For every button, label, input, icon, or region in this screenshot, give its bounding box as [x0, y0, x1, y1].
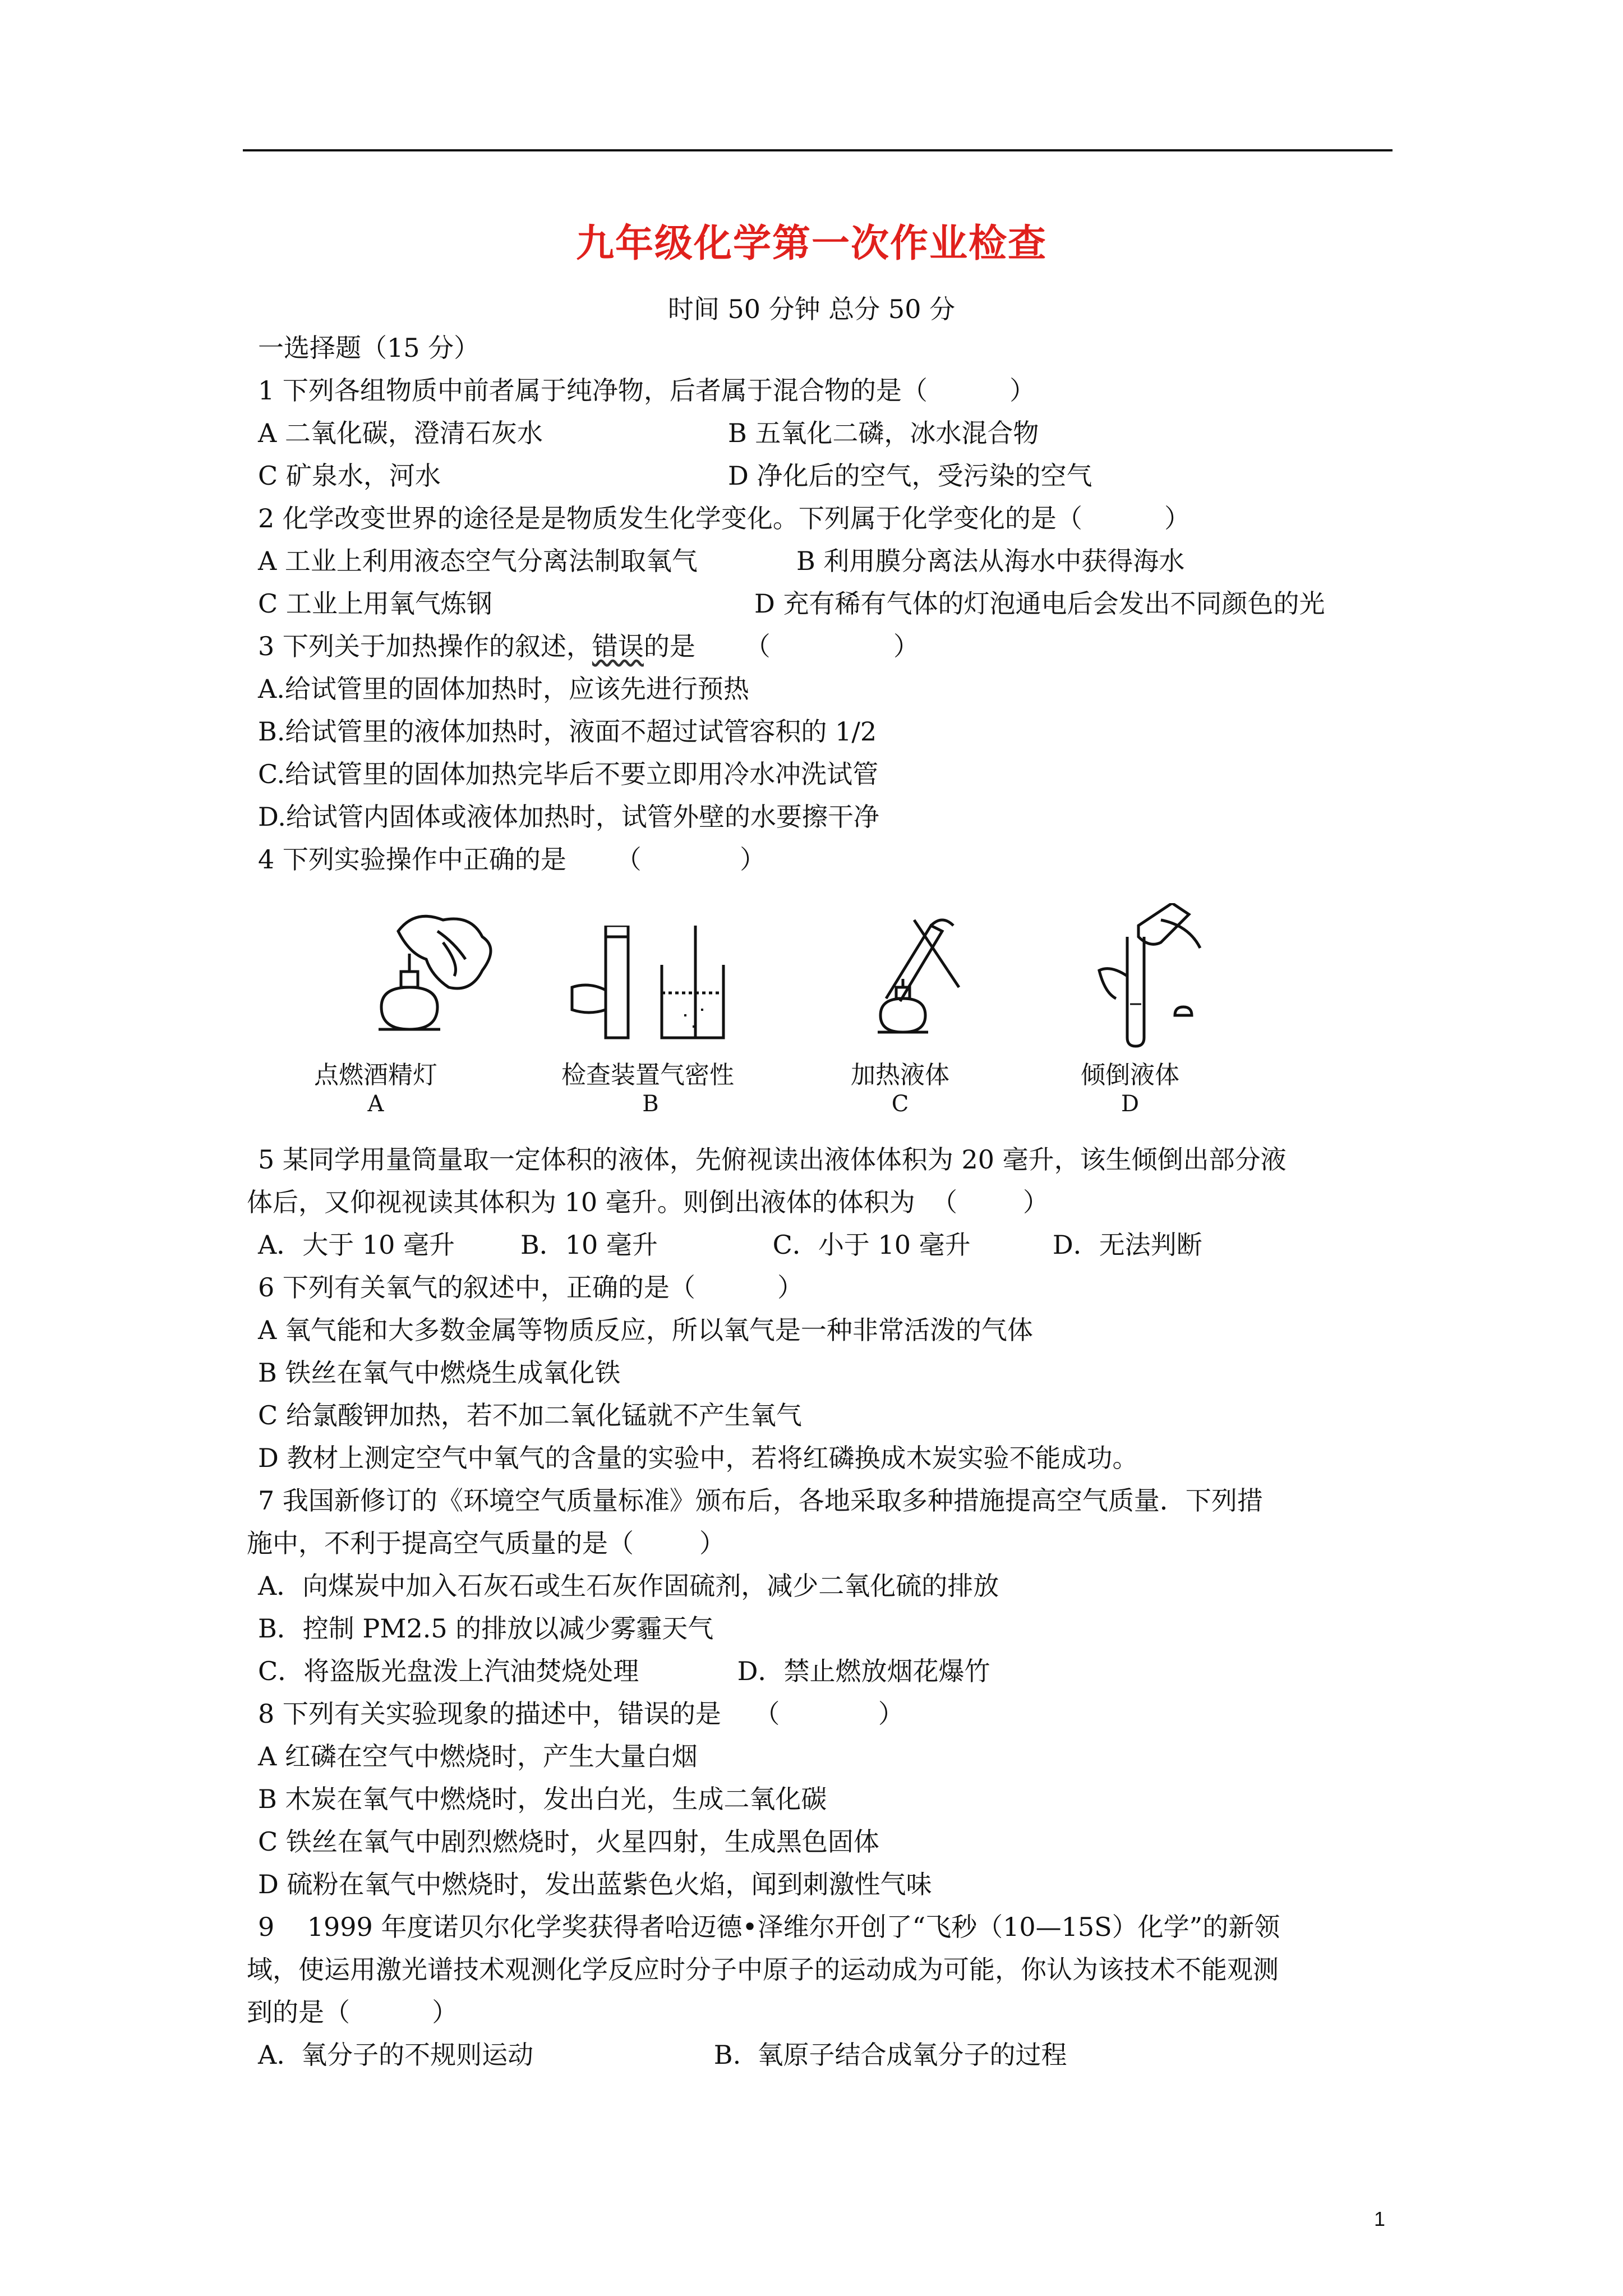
q9-stem-line2: 域，使运用激光谱技术观测化学反应时分子中原子的运动成为可能，你认为该技术不能观测 — [247, 1954, 1279, 1985]
exam-info: 时间 50 分钟 总分 50 分 — [667, 294, 956, 324]
q6-option-d: D 教材上测定空气中氧气的含量的实验中，若将红磷换成木炭实验不能成功。 — [258, 1443, 1138, 1473]
q3-option-d: D.给试管内固体或液体加热时，试管外壁的水要擦干净 — [258, 802, 879, 832]
q7-stem-line2: 施中，不利于提高空气质量的是（ ） — [247, 1528, 725, 1558]
q9-stem-line3: 到的是（ ） — [247, 1997, 458, 2027]
page-title: 九年级化学第一次作业检查 — [575, 221, 1047, 266]
q8-option-a: A 红磷在空气中燃烧时，产生大量白烟 — [258, 1741, 698, 1772]
q2-option-c: C 工业上用氧气炼钢 — [258, 588, 492, 619]
figure-b-label: B — [642, 1091, 659, 1117]
q7-stem-line1: 7 我国新修订的《环境空气质量标准》颁布后，各地采取多种措施提高空气质量．下列措 — [258, 1485, 1263, 1516]
q3-stem: 3 下列关于加热操作的叙述，错误的是 （ ） — [258, 631, 919, 661]
figure-d-pouring-liquid — [1077, 903, 1211, 1049]
figure-a-lighting-lamp — [370, 909, 505, 1049]
q2-option-b: B 利用膜分离法从海水中获得海水 — [796, 546, 1185, 576]
q1-option-b: B 五氧化二磷，冰水混合物 — [728, 418, 1039, 448]
q8-option-c: C 铁丝在氧气中剧烈燃烧时，火星四射，生成黑色固体 — [258, 1826, 879, 1857]
q3-option-b: B.给试管里的液体加热时，液面不超过试管容积的 1/2 — [258, 716, 877, 747]
figure-a-label: A — [367, 1091, 384, 1117]
figure-a-caption: 点燃酒精灯 — [314, 1061, 437, 1089]
figure-c-heating-liquid — [847, 909, 993, 1049]
q9-options-ab: A. 氧分子的不规则运动 B. 氧原子结合成氧分子的过程 — [258, 2040, 1067, 2070]
q5-stem-line2: 体后，又仰视视读其体积为 10 毫升。则倒出液体的体积为 （ ） — [247, 1187, 1049, 1217]
q7-option-a: A．向煤炭中加入石灰石或生石灰作固硫剂，减少二氧化硫的排放 — [258, 1571, 999, 1601]
q1-option-d: D 净化后的空气，受污染的空气 — [728, 461, 1092, 491]
q6-option-b: B 铁丝在氧气中燃烧生成氧化铁 — [258, 1358, 621, 1388]
q2-stem: 2 化学改变世界的途径是是物质发生化学变化。下列属于化学变化的是（ ） — [258, 503, 1191, 533]
figure-b-airtightness-check — [566, 926, 735, 1049]
emphasis-mark: 错误 — [592, 631, 644, 661]
header-rule — [243, 149, 1393, 151]
q2-option-a: A 工业上利用液态空气分离法制取氧气 — [258, 546, 698, 576]
q7-options-cd: C．将盗版光盘泼上汽油焚烧处理 D．禁止燃放烟花爆竹 — [258, 1656, 990, 1686]
figure-c-caption: 加热液体 — [851, 1061, 949, 1089]
q4-stem: 4 下列实验操作中正确的是 （ ） — [258, 844, 766, 875]
q1-stem: 1 下列各组物质中前者属于纯净物，后者属于混合物的是（ ） — [258, 375, 1036, 406]
q8-stem: 8 下列有关实验现象的描述中，错误的是 （ ） — [258, 1699, 904, 1729]
q8-option-b: B 木炭在氧气中燃烧时，发出白光，生成二氧化碳 — [258, 1784, 827, 1814]
q5-stem-line1: 5 某同学用量筒量取一定体积的液体，先俯视读出液体体积为 20 毫升，该生倾倒出部分液 — [258, 1144, 1287, 1175]
q9-stem-line1: 9 1999 年度诺贝尔化学奖获得者哈迈德•泽维尔开创了“飞秒（10—15S）化学”的新领 — [258, 1912, 1280, 1942]
page-number: 1 — [1374, 2207, 1386, 2230]
q6-stem: 6 下列有关氧气的叙述中，正确的是（ ） — [258, 1272, 804, 1303]
q6-option-a: A 氧气能和大多数金属等物质反应，所以氧气是一种非常活泼的气体 — [258, 1315, 1033, 1345]
figure-d-label: D — [1121, 1091, 1140, 1117]
figure-d-caption: 倾倒液体 — [1081, 1061, 1179, 1089]
figure-c-label: C — [891, 1091, 909, 1117]
q1-option-a: A 二氧化碳，澄清石灰水 — [258, 418, 543, 448]
q2-option-d: D 充有稀有气体的灯泡通电后会发出不同颜色的光 — [754, 588, 1325, 619]
q7-option-b: B．控制 PM2.5 的排放以减少雾霾天气 — [258, 1613, 714, 1644]
q8-option-d: D 硫粉在氧气中燃烧时，发出蓝紫色火焰，闻到刺激性气味 — [258, 1869, 932, 1899]
q5-options: A．大于 10 毫升 B．10 毫升 C．小于 10 毫升 D．无法判断 — [258, 1230, 1202, 1260]
q3-option-c: C.给试管里的固体加热完毕后不要立即用冷水冲洗试管 — [258, 759, 879, 789]
q3-option-a: A.给试管里的固体加热时，应该先进行预热 — [258, 674, 749, 704]
figure-b-caption: 检查装置气密性 — [561, 1061, 734, 1089]
section-heading: 一选择题（15 分） — [258, 333, 480, 363]
q6-option-c: C 给氯酸钾加热，若不加二氧化锰就不产生氧气 — [258, 1400, 802, 1430]
q1-option-c: C 矿泉水，河水 — [258, 461, 441, 491]
